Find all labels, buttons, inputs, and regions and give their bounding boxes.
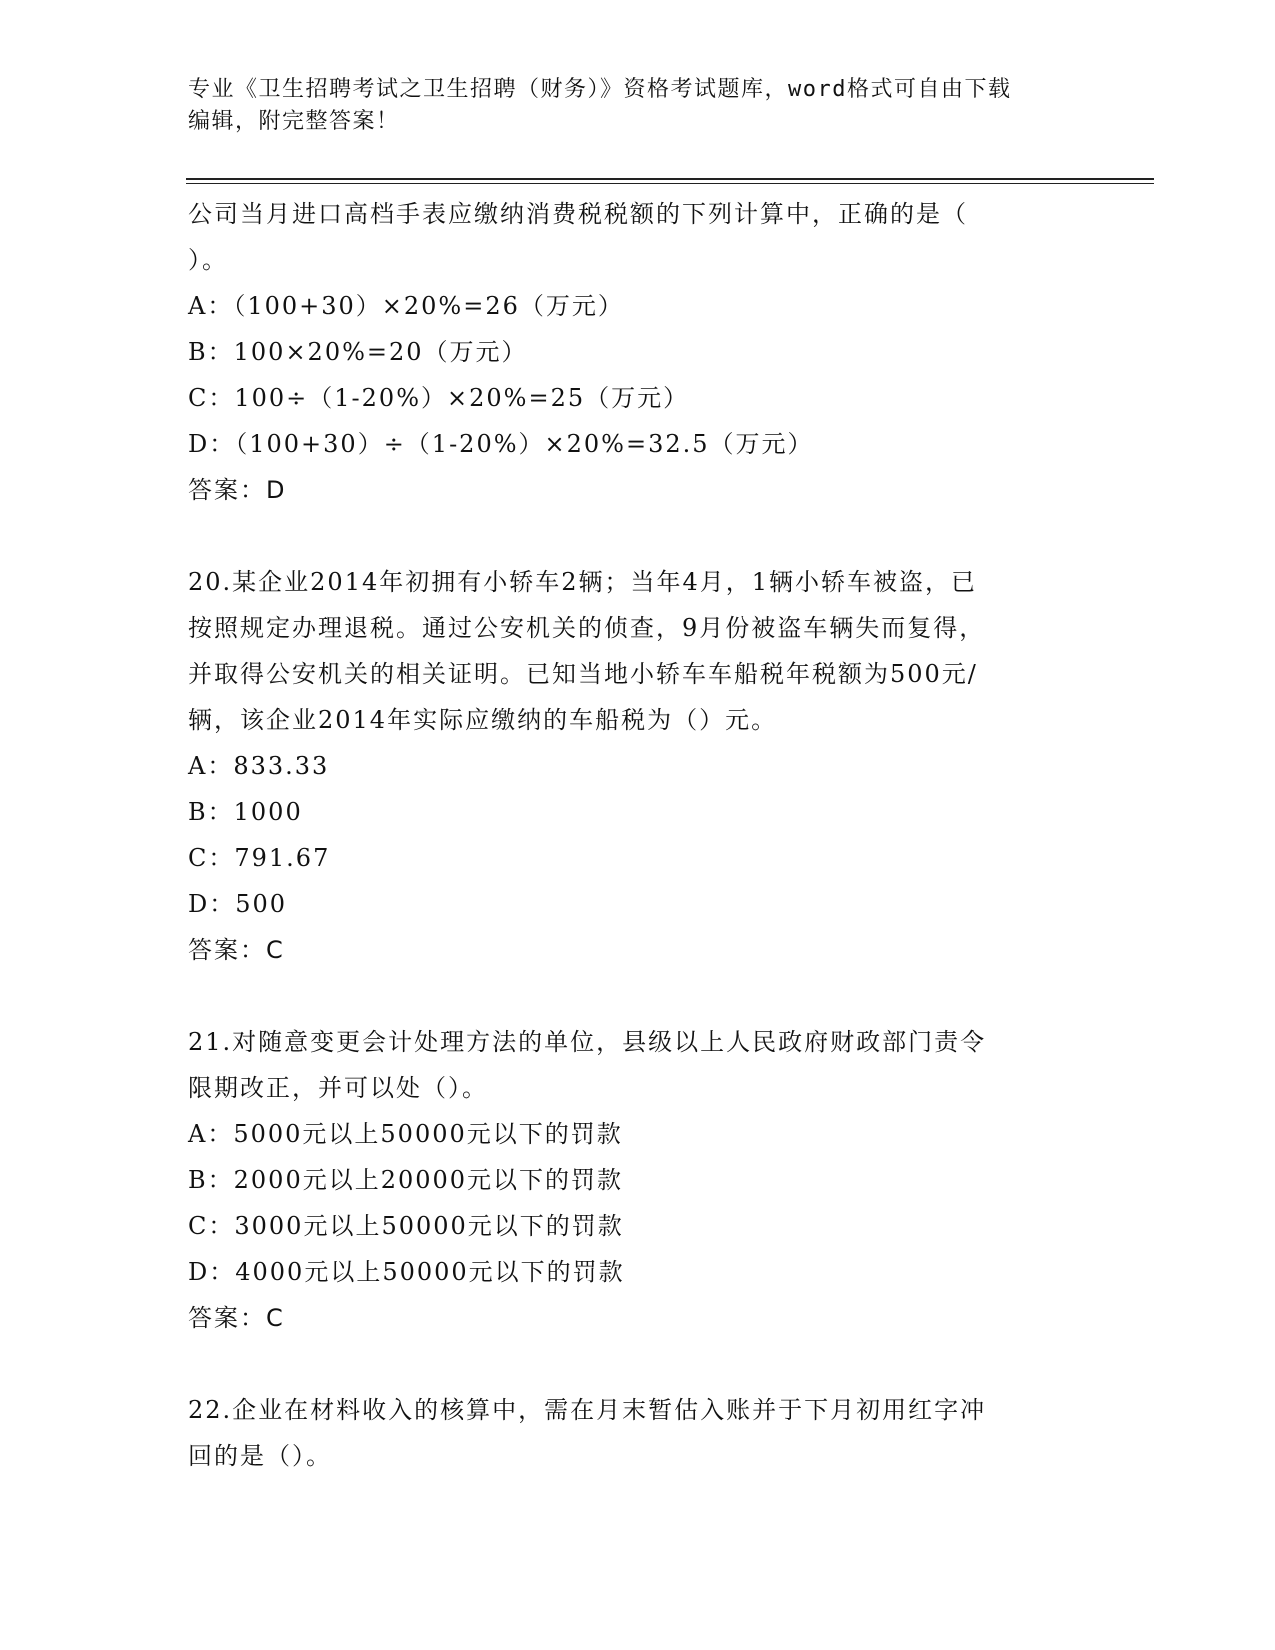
question-stem: 公司当月进口高档手表应缴纳消费税税额的下列计算中，正确的是（ (188, 200, 968, 228)
option-b: B：100×20%=20（万元） (188, 338, 528, 366)
option-d: D：4000元以上50000元以下的罚款 (188, 1258, 625, 1286)
spacer (188, 973, 1088, 1019)
question-20 (188, 559, 1088, 973)
answer: 答案：C (188, 936, 285, 964)
option-a: A：（100+30）×20%=26（万元） (188, 292, 624, 320)
question-stem: 22.企业在材料收入的核算中，需在月末暂估入账并于下月初用红字冲 (188, 1396, 987, 1424)
document-header (188, 74, 1088, 138)
question-list (188, 191, 1088, 1479)
header-line-2: 编辑，附完整答案！ (188, 109, 400, 134)
header-divider-thin (186, 183, 1154, 184)
question-stem: 按照规定办理退税。通过公安机关的侦查，9月份被盗车辆失而复得， (188, 614, 986, 642)
question-21 (188, 1019, 1088, 1341)
option-b: B：2000元以上20000元以下的罚款 (188, 1166, 624, 1194)
option-a: A：5000元以上50000元以下的罚款 (188, 1120, 623, 1148)
option-a: A：833.33 (188, 752, 330, 780)
header-line-1: 专业《卫生招聘考试之卫生招聘（财务）》资格考试题库，word格式可自由下载 (188, 77, 1012, 102)
option-d: D：（100+30）÷（1-20%）×20%=32.5（万元） (188, 430, 814, 458)
option-c: C：3000元以上50000元以下的罚款 (188, 1212, 624, 1240)
option-d: D：500 (188, 890, 288, 918)
spacer (188, 1341, 1088, 1387)
question-stem: 并取得公安机关的相关证明。已知当地小轿车车船税年税额为500元/ (188, 660, 978, 688)
question-stem: 20.某企业2014年初拥有小轿车2辆；当年4月，1辆小轿车被盗，已 (188, 568, 978, 596)
option-c: C：791.67 (188, 844, 331, 872)
option-b: B：1000 (188, 798, 303, 826)
question-stem: ）。 (188, 246, 228, 274)
header-divider (186, 178, 1154, 180)
question-stem: 限期改正，并可以处（）。 (188, 1074, 488, 1102)
spacer (188, 513, 1088, 559)
question-22 (188, 1387, 1088, 1479)
question-stem: 辆，该企业2014年实际应缴纳的车船税为（）元。 (188, 706, 778, 734)
answer: 答案：D (188, 476, 287, 504)
answer: 答案：C (188, 1304, 285, 1332)
question-19 (188, 191, 1088, 513)
question-stem: 回的是（）。 (188, 1442, 332, 1470)
option-c: C：100÷（1-20%）×20%=25（万元） (188, 384, 690, 412)
question-stem: 21.对随意变更会计处理方法的单位，县级以上人民政府财政部门责令 (188, 1028, 987, 1056)
